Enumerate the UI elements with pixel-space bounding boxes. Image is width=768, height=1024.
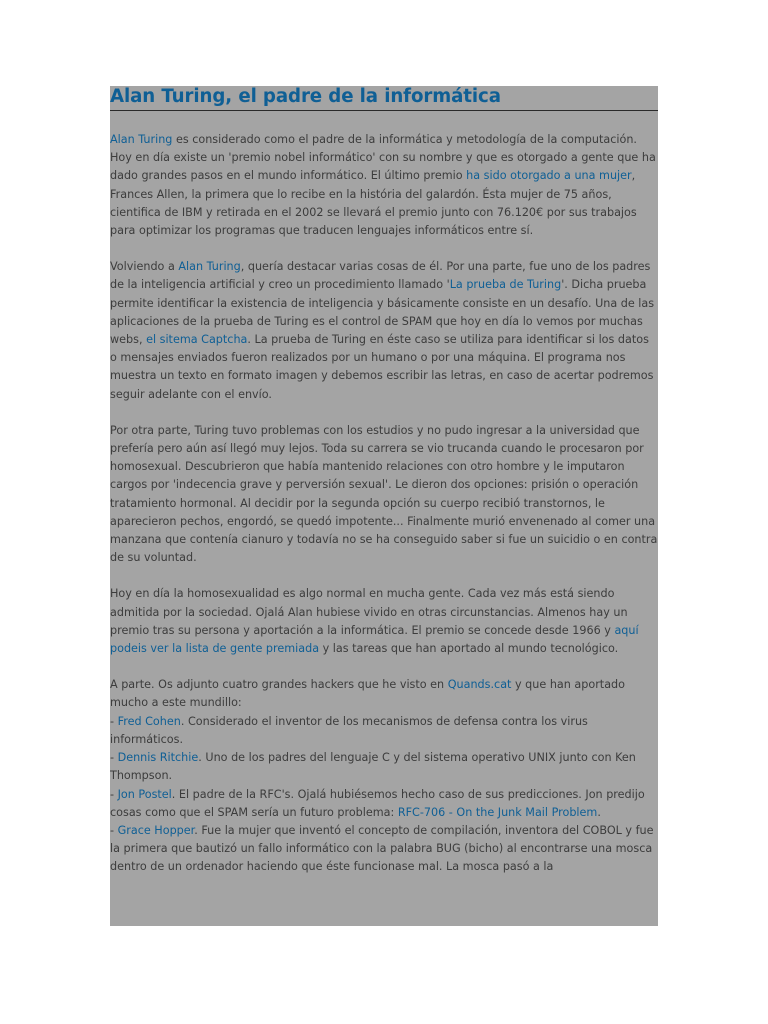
text: '. Dicha prueba permite identificar la existencia de inteligencia y básicamente consiste en un desafío. Una de las aplicaciones de la prueba de Turing es el control de SPAM que hoy en día lo vemos por muchas webs,	[110, 278, 655, 347]
text: . El padre de la RFC's. Ojalá hubiésemos hecho caso de sus predicciones. Jon predijo cosas como que el SPAM sería un futuro problema:	[110, 787, 645, 819]
title-bar	[110, 86, 658, 111]
list-dash: -	[110, 787, 118, 801]
text: y que han aportado mucho a este mundillo:	[110, 678, 625, 710]
link-award[interactable]: ha sido otorgado a una mujer	[466, 169, 632, 183]
text: Hoy en día la homosexualidad es algo normal en mucha gente. Cada vez más está siendo admitida por la sociedad. Ojalá Alan hubiese vivido en otras circunstancias. Almenos hay un premio tras su persona y aportación a la informática. El premio se concede desde 1966 y	[110, 587, 628, 637]
paragraph-5	[110, 676, 658, 876]
text: . Uno de los padres del lenguaje C y del sistema operativo UNIX junto con Ken Thompson.	[110, 751, 636, 783]
link-dennis-ritchie[interactable]: Dennis Ritchie	[117, 751, 199, 765]
text: . Fue la mujer que inventó el concepto de compilación, inventora del COBOL y fue la primera que bautizó un fallo informático con la palabra BUG (bicho) al encontrarse una mosca dentro de un ordenador haciendo que éste funcionase mal. La mosca pasó a la	[110, 823, 654, 874]
link-alan-turing[interactable]: Alan Turing	[178, 260, 241, 274]
link-award-list[interactable]: aquí podeis ver la lista de gente premiada	[110, 623, 639, 656]
text: A parte. Os adjunto cuatro grandes hackers que he visto en	[110, 678, 448, 692]
text: .	[597, 805, 601, 819]
list-dash: -	[110, 823, 118, 837]
list-dash: -	[110, 714, 118, 728]
paragraph-4	[110, 585, 658, 658]
page-title: Alan Turing, el padre de la informática	[110, 86, 501, 107]
link-fred-cohen[interactable]: Fred Cohen	[117, 714, 181, 728]
link-grace-hopper[interactable]: Grace Hopper	[117, 823, 195, 837]
text: Volviendo a	[110, 260, 179, 274]
link-captcha[interactable]: el sitema Captcha	[146, 333, 248, 347]
link-rfc-706[interactable]: RFC-706 - On the Junk Mail Problem	[397, 805, 598, 819]
list-dash: -	[110, 751, 118, 765]
article-page	[110, 86, 658, 926]
paragraph-1	[110, 131, 658, 240]
text: es considerado como el padre de la informática y metodología de la computación. Hoy en día existe un 'premio nobel informático' con su nombre y que es otorgado a gente que ha dado grandes pasos en el mundo informático. El último premio	[110, 133, 656, 183]
article-body	[110, 111, 658, 877]
link-quands[interactable]: Quands.cat	[447, 678, 512, 692]
paragraph-3: Por otra parte, Turing tuvo problemas con los estudios y no pudo ingresar a la universidad que prefería pero aún así llegó muy lejos. Toda su carrera se vio trucanda cuando le procesaron por homosexual. Descubrieron que había mantenido relaciones con otro hombre y le imputaron cargos por 'indecencia grave y perversión sexual'. Le dieron dos opciones: prisión o operación tratamiento hormonal. Al decidir por la segunda opción su cuerpo recibió transtornos, le aparecieron pechos, engordó, se quedó impotente... Finalmente murió envenenado al comer una manzana que contenía cianuro y todavía no se ha conseguido saber si fue un suicidio o en contra de su voluntad.	[110, 423, 658, 565]
text: , Frances Allen, la primera que lo recibe en la história del galardón. Ésta mujer de 75 años, cientifica de IBM y retirada en el 2002 se llevará el premio junto con 76.120€ por sus trabajos para optimizar los programas que traducen lenguajes informáticos entre sí.	[110, 169, 637, 238]
text: . Considerado el inventor de los mecanismos de defensa contra los virus informáticos.	[110, 714, 588, 746]
link-jon-postel[interactable]: Jon Postel	[117, 787, 172, 801]
text: y las tareas que han aportado al mundo tecnológico.	[319, 642, 619, 656]
text: , quería destacar varias cosas de él. Por una parte, fue uno de los padres de la inteligencia artificial y creo un procedimiento llamado '	[110, 260, 651, 292]
text: . La prueba de Turing en éste caso se utiliza para identificar si los datos o mensajes enviados fueron realizados por un humano o por una máquina. El programa nos muestra un texto en formato imagen y debemos escribir las letras, en caso de acertar podremos seguir adelante con el envío.	[110, 333, 654, 401]
link-alan-turing[interactable]: Alan Turing	[110, 133, 173, 146]
paragraph-2	[110, 258, 658, 404]
link-turing-test[interactable]: La prueba de Turing	[449, 278, 562, 292]
